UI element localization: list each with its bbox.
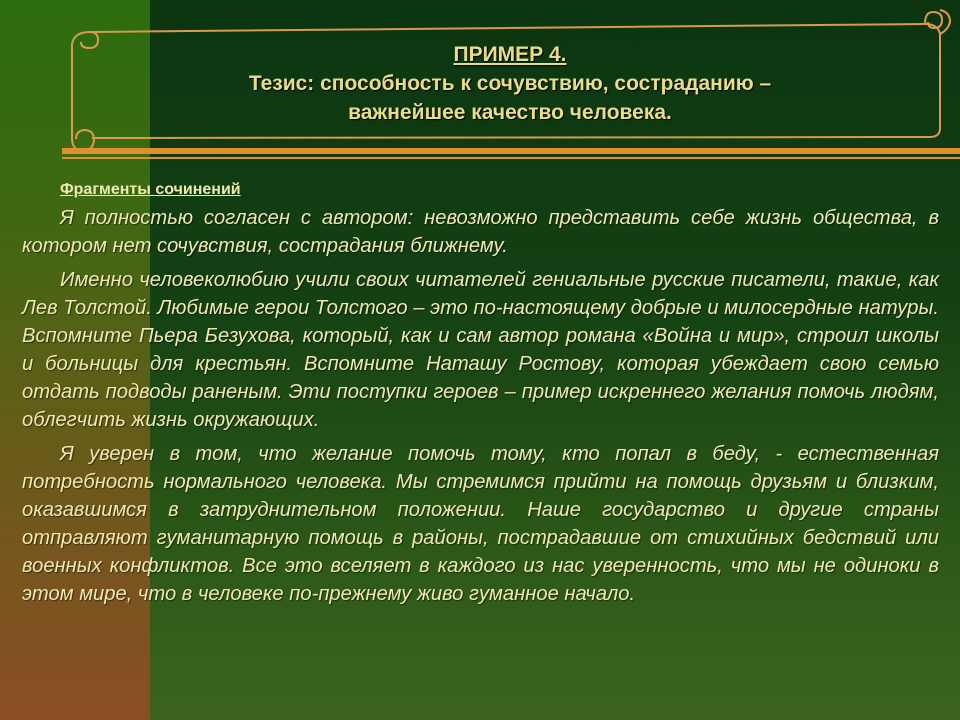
thesis-line-2: важнейшее качество человека. xyxy=(348,101,672,124)
paragraph: Я полностью согласен с автором: невозможно представить себе жизнь общества, в котором нет сочувствия, сострадания ближнему. xyxy=(22,207,939,257)
divider-thin xyxy=(62,157,960,159)
thesis-line-1: Тезис: способность к сочувствию, состраданию – xyxy=(248,72,772,95)
paragraph: Я уверен в том, что желание помочь тому, кто попал в беду, - естественная потребность нормального человека. Мы стремимся прийти на помощь друзьям и близким, оказавшимся в затруднительном положении. Наше государство и другие страны отправляют гуманитарную помощь в районы, пострадавшие от стихийных бедствий или военных конфликтов. Все это вселяет в каждого из нас уверенность, что мы не одиноки в этом мире, что в человеке по-прежнему живо гуманное начало. xyxy=(22,443,939,605)
paragraph: Именно человеколюбию учили своих читателей гениальные русские писатели, такие, как Лев Толстой. Любимые герои Толстого – это по-настоящему добрые и милосердные натуры. Вспомните Пьера Безухова, который, как и сам автор романа «Война и мир», строил школы и больницы для крестьян. Вспомните Наташу Ростову, которая убеждает свою семью отдать подводы раненым. Эти поступки героев – пример искреннего желания помочь людям, облегчить жизнь окружающих. xyxy=(22,269,939,431)
essay-content xyxy=(22,178,939,608)
example-label: ПРИМЕР 4. xyxy=(453,43,567,66)
slide-title xyxy=(110,40,910,127)
divider-thick xyxy=(62,148,960,154)
section-title: Фрагменты сочинений xyxy=(60,181,241,198)
